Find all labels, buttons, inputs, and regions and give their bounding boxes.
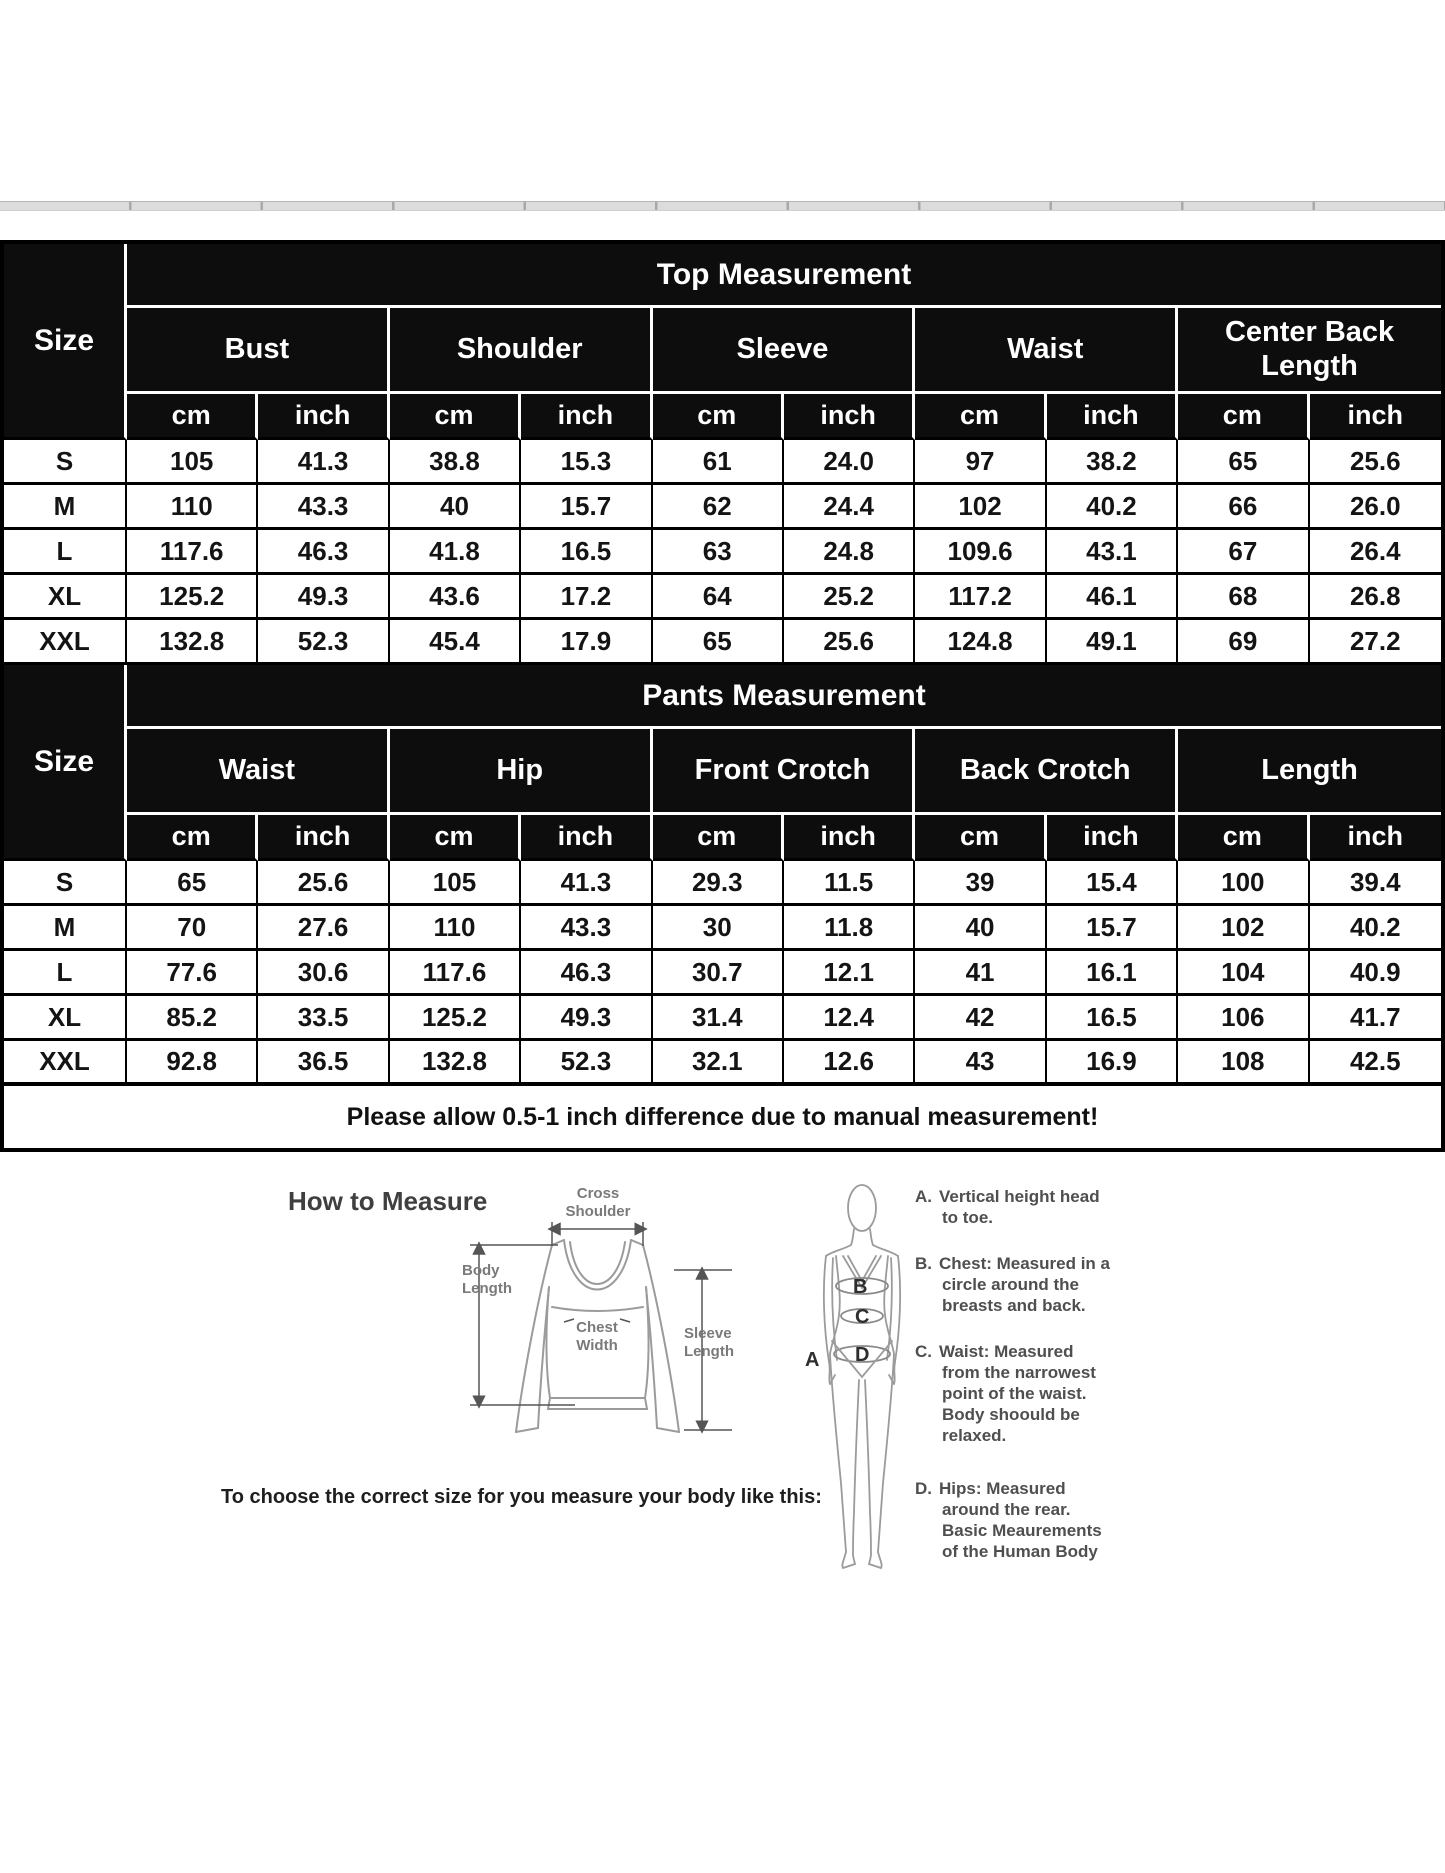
value-cell: 40.2	[1047, 485, 1178, 530]
category-header-length: Length	[1178, 729, 1441, 815]
value-cell: 25.2	[784, 575, 915, 620]
table-row	[4, 1041, 1441, 1086]
value-cell: 92.8	[127, 1041, 258, 1086]
value-cell: 25.6	[784, 620, 915, 665]
chest-width-label: Width	[576, 1337, 618, 1354]
value-cell: 16.5	[521, 530, 652, 575]
unit-header: inch	[1310, 815, 1441, 861]
value-cell: 132.8	[127, 620, 258, 665]
value-cell: 77.6	[127, 951, 258, 996]
unit-header: cm	[390, 394, 521, 440]
table-row	[4, 729, 1441, 815]
value-cell: 27.2	[1310, 620, 1441, 665]
guide-line: relaxed.	[942, 1426, 1007, 1445]
value-cell: 25.6	[258, 861, 389, 906]
how-to-measure-heading: How to Measure	[288, 1186, 488, 1216]
size-cell: XL	[4, 996, 127, 1041]
value-cell: 15.3	[521, 440, 652, 485]
unit-header: cm	[390, 815, 521, 861]
value-cell: 66	[1178, 485, 1309, 530]
top-measurement-table	[4, 244, 1441, 665]
value-cell: 40.2	[1310, 906, 1441, 951]
unit-header: inch	[521, 815, 652, 861]
value-cell: 30.6	[258, 951, 389, 996]
value-cell: 27.6	[258, 906, 389, 951]
value-cell: 70	[127, 906, 258, 951]
value-cell: 125.2	[127, 575, 258, 620]
unit-header: inch	[1047, 815, 1178, 861]
value-cell: 97	[915, 440, 1046, 485]
value-cell: 39	[915, 861, 1046, 906]
value-cell: 100	[1178, 861, 1309, 906]
value-cell: 117.2	[915, 575, 1046, 620]
value-cell: 11.5	[784, 861, 915, 906]
value-cell: 105	[390, 861, 521, 906]
guide-line: circle around the	[942, 1275, 1079, 1294]
unit-header: cm	[653, 394, 784, 440]
guide-line: Vertical height head	[939, 1187, 1100, 1206]
unit-header: cm	[127, 815, 258, 861]
body-length-label: Length	[462, 1280, 512, 1297]
value-cell: 17.9	[521, 620, 652, 665]
unit-header: cm	[1178, 394, 1309, 440]
value-cell: 30.7	[653, 951, 784, 996]
value-cell: 30	[653, 906, 784, 951]
instruction-text: To choose the correct size for you measure your body like this:	[221, 1486, 822, 1508]
size-cell: L	[4, 530, 127, 575]
pants-measurement-table	[4, 665, 1441, 1086]
value-cell: 117.6	[127, 530, 258, 575]
category-header-front-crotch: Front Crotch	[653, 729, 916, 815]
category-header-center-back-length: Center Back Length	[1178, 308, 1441, 394]
value-cell: 46.3	[521, 951, 652, 996]
unit-header: cm	[915, 815, 1046, 861]
unit-header: cm	[653, 815, 784, 861]
table-row	[4, 620, 1441, 665]
table-row	[4, 906, 1441, 951]
table-row	[4, 815, 1441, 861]
category-header-bust: Bust	[127, 308, 390, 394]
size-cell: L	[4, 951, 127, 996]
guide-label: A.	[915, 1187, 932, 1206]
measure-guide-item-a	[915, 1186, 1155, 1228]
figure-letter-a: A	[805, 1349, 820, 1371]
category-header-waist: Waist	[915, 308, 1178, 394]
value-cell: 117.6	[390, 951, 521, 996]
table-row	[4, 485, 1441, 530]
value-cell: 110	[390, 906, 521, 951]
guide-label: D.	[915, 1479, 932, 1498]
value-cell: 40	[915, 906, 1046, 951]
table-title: Pants Measurement	[127, 665, 1441, 729]
size-cell: XL	[4, 575, 127, 620]
value-cell: 43.3	[521, 906, 652, 951]
value-cell: 42.5	[1310, 1041, 1441, 1086]
guide-line: to toe.	[942, 1208, 993, 1227]
value-cell: 102	[915, 485, 1046, 530]
value-cell: 16.5	[1047, 996, 1178, 1041]
body-outline	[824, 1185, 900, 1568]
value-cell: 61	[653, 440, 784, 485]
table-row	[4, 996, 1441, 1041]
table-row	[4, 308, 1441, 394]
value-cell: 65	[653, 620, 784, 665]
value-cell: 109.6	[915, 530, 1046, 575]
value-cell: 67	[1178, 530, 1309, 575]
value-cell: 26.0	[1310, 485, 1441, 530]
figure-letter-d: D	[855, 1344, 870, 1366]
category-header-sleeve: Sleeve	[653, 308, 916, 394]
value-cell: 41.8	[390, 530, 521, 575]
value-cell: 31.4	[653, 996, 784, 1041]
value-cell: 24.0	[784, 440, 915, 485]
value-cell: 36.5	[258, 1041, 389, 1086]
measure-guide-item-d	[915, 1478, 1155, 1562]
value-cell: 65	[127, 861, 258, 906]
guide-line: Waist: Measured	[939, 1342, 1074, 1361]
value-cell: 63	[653, 530, 784, 575]
value-cell: 29.3	[653, 861, 784, 906]
size-header: Size	[4, 665, 127, 861]
table-row	[4, 665, 1441, 729]
value-cell: 15.7	[521, 485, 652, 530]
value-cell: 52.3	[521, 1041, 652, 1086]
unit-header: inch	[784, 394, 915, 440]
category-header-waist: Waist	[127, 729, 390, 815]
value-cell: 69	[1178, 620, 1309, 665]
category-header-back-crotch: Back Crotch	[915, 729, 1178, 815]
unit-header: cm	[915, 394, 1046, 440]
sweater-outline	[516, 1240, 679, 1432]
table-row	[4, 861, 1441, 906]
value-cell: 26.4	[1310, 530, 1441, 575]
guide-line: breasts and back.	[942, 1296, 1086, 1315]
value-cell: 41	[915, 951, 1046, 996]
value-cell: 38.8	[390, 440, 521, 485]
size-cell: M	[4, 485, 127, 530]
value-cell: 25.6	[1310, 440, 1441, 485]
value-cell: 12.6	[784, 1041, 915, 1086]
value-cell: 43.3	[258, 485, 389, 530]
value-cell: 38.2	[1047, 440, 1178, 485]
value-cell: 124.8	[915, 620, 1046, 665]
value-cell: 43.1	[1047, 530, 1178, 575]
value-cell: 49.1	[1047, 620, 1178, 665]
size-chart	[0, 240, 1445, 1152]
value-cell: 104	[1178, 951, 1309, 996]
value-cell: 110	[127, 485, 258, 530]
size-cell: XXL	[4, 1041, 127, 1086]
value-cell: 39.4	[1310, 861, 1441, 906]
value-cell: 12.4	[784, 996, 915, 1041]
guide-line: point of the waist.	[942, 1384, 1087, 1403]
guide-label: B.	[915, 1254, 932, 1273]
unit-header: inch	[258, 394, 389, 440]
value-cell: 17.2	[521, 575, 652, 620]
value-cell: 42	[915, 996, 1046, 1041]
value-cell: 45.4	[390, 620, 521, 665]
guide-label: C.	[915, 1342, 932, 1361]
value-cell: 62	[653, 485, 784, 530]
guide-line: around the rear.	[942, 1500, 1071, 1519]
guide-line: Chest: Measured in a	[939, 1254, 1110, 1273]
value-cell: 41.3	[258, 440, 389, 485]
table-row	[4, 244, 1441, 308]
figure-letter-c: C	[855, 1306, 870, 1328]
value-cell: 15.7	[1047, 906, 1178, 951]
value-cell: 52.3	[258, 620, 389, 665]
guide-line: Hips: Measured	[939, 1479, 1066, 1498]
cross-shoulder-label: Cross	[576, 1185, 620, 1202]
table-title: Top Measurement	[127, 244, 1441, 308]
value-cell: 41.7	[1310, 996, 1441, 1041]
unit-header: inch	[521, 394, 652, 440]
measure-guide-item-c	[915, 1341, 1155, 1446]
value-cell: 108	[1178, 1041, 1309, 1086]
value-cell: 24.8	[784, 530, 915, 575]
unit-header: inch	[784, 815, 915, 861]
guide-line: Basic Meaurements	[942, 1521, 1102, 1540]
category-header-hip: Hip	[390, 729, 653, 815]
size-cell: S	[4, 440, 127, 485]
table-row	[4, 575, 1441, 620]
value-cell: 85.2	[127, 996, 258, 1041]
value-cell: 49.3	[521, 996, 652, 1041]
value-cell: 32.1	[653, 1041, 784, 1086]
spreadsheet-remnant-strip	[0, 201, 1445, 211]
guide-line: Body shoould be	[942, 1405, 1080, 1424]
table-row	[4, 394, 1441, 440]
value-cell: 49.3	[258, 575, 389, 620]
value-cell: 46.1	[1047, 575, 1178, 620]
guide-line: of the Human Body	[942, 1542, 1098, 1561]
garment-diagram-svg	[440, 1172, 800, 1472]
table-row	[4, 530, 1441, 575]
value-cell: 12.1	[784, 951, 915, 996]
table-row	[4, 440, 1441, 485]
body-length-label: Body	[462, 1262, 500, 1279]
cross-shoulder-label: Shoulder	[565, 1203, 631, 1220]
measure-guide-item-b	[915, 1253, 1155, 1316]
unit-header: inch	[258, 815, 389, 861]
table-row	[4, 951, 1441, 996]
unit-header: cm	[127, 394, 258, 440]
value-cell: 43.6	[390, 575, 521, 620]
garment-diagram	[440, 1172, 800, 1472]
value-cell: 132.8	[390, 1041, 521, 1086]
figure-letter-b: B	[853, 1276, 868, 1298]
value-cell: 102	[1178, 906, 1309, 951]
value-cell: 40	[390, 485, 521, 530]
unit-header: inch	[1047, 394, 1178, 440]
size-cell: S	[4, 861, 127, 906]
value-cell: 40.9	[1310, 951, 1441, 996]
unit-header: inch	[1310, 394, 1441, 440]
value-cell: 16.1	[1047, 951, 1178, 996]
value-cell: 125.2	[390, 996, 521, 1041]
chest-width-label: Chest	[576, 1319, 618, 1336]
size-cell: XXL	[4, 620, 127, 665]
value-cell: 43	[915, 1041, 1046, 1086]
value-cell: 65	[1178, 440, 1309, 485]
category-header-shoulder: Shoulder	[390, 308, 653, 394]
guide-line: from the narrowest	[942, 1363, 1096, 1382]
value-cell: 15.4	[1047, 861, 1178, 906]
value-cell: 24.4	[784, 485, 915, 530]
value-cell: 68	[1178, 575, 1309, 620]
value-cell: 106	[1178, 996, 1309, 1041]
value-cell: 33.5	[258, 996, 389, 1041]
measurement-note: Please allow 0.5-1 inch difference due to manual measurement!	[4, 1086, 1441, 1148]
size-header: Size	[4, 244, 127, 440]
value-cell: 11.8	[784, 906, 915, 951]
value-cell: 26.8	[1310, 575, 1441, 620]
sleeve-length-label: Length	[684, 1343, 734, 1360]
value-cell: 46.3	[258, 530, 389, 575]
value-cell: 105	[127, 440, 258, 485]
value-cell: 16.9	[1047, 1041, 1178, 1086]
unit-header: cm	[1178, 815, 1309, 861]
size-cell: M	[4, 906, 127, 951]
sleeve-length-label: Sleeve	[684, 1325, 732, 1342]
value-cell: 41.3	[521, 861, 652, 906]
value-cell: 64	[653, 575, 784, 620]
